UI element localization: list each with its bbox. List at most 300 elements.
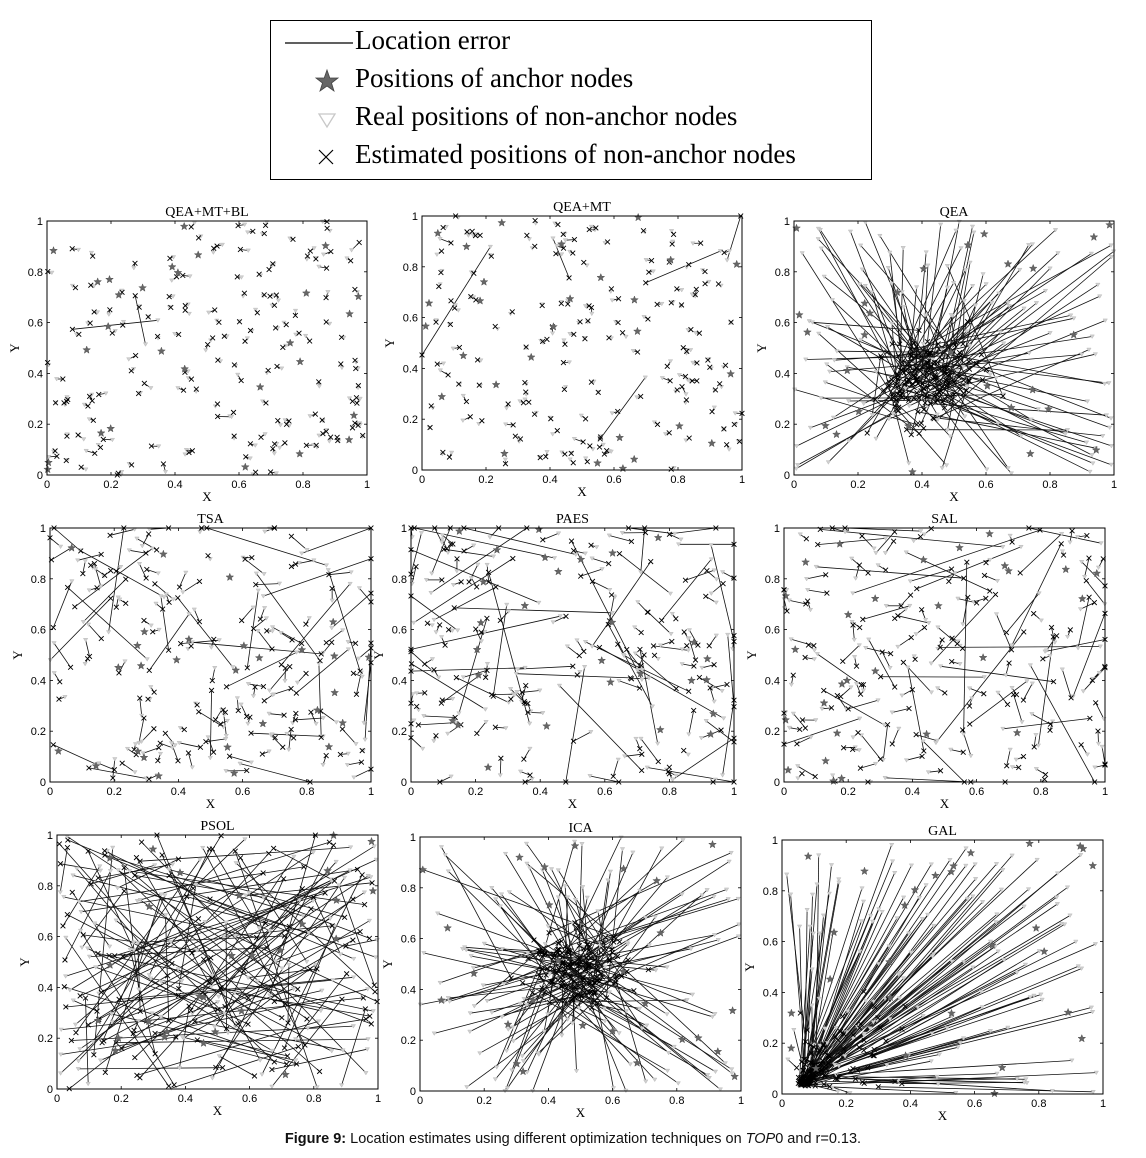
error-line [906, 552, 990, 591]
estimated-position-marker [652, 653, 657, 658]
estimated-position-marker [686, 262, 691, 267]
plot-psol [17, 819, 381, 1118]
real-position-marker [132, 266, 136, 270]
estimated-position-marker [479, 418, 484, 423]
real-position-marker [98, 865, 102, 869]
estimated-position-marker [144, 576, 149, 581]
estimated-position-marker [100, 1040, 105, 1045]
real-position-marker [550, 332, 554, 336]
real-position-marker [583, 640, 587, 644]
real-position-marker [904, 551, 908, 555]
error-line [258, 631, 272, 649]
real-position-marker [503, 458, 507, 462]
error-line [609, 536, 631, 542]
error-line [1030, 665, 1094, 782]
estimated-position-marker [183, 303, 188, 308]
x-tick-label: 0.6 [968, 786, 985, 798]
real-position-marker [498, 774, 502, 778]
real-position-marker [729, 851, 733, 855]
x-tick-label: 0.4 [532, 786, 548, 798]
x-tick-label: 0.6 [966, 1098, 983, 1110]
anchor-node-marker [256, 383, 264, 390]
estimated-position-marker [91, 418, 96, 423]
anchor-node-marker [1032, 924, 1040, 931]
real-position-marker [631, 851, 635, 855]
estimated-position-marker [581, 649, 586, 654]
anchor-node-marker [139, 284, 147, 291]
real-position-marker [821, 914, 825, 918]
real-position-marker [909, 864, 913, 868]
estimated-position-marker [186, 751, 191, 756]
estimated-position-marker [803, 726, 808, 731]
real-position-marker [545, 450, 549, 454]
estimated-position-marker [147, 668, 152, 673]
estimated-position-marker [587, 444, 592, 449]
real-position-marker [371, 1009, 375, 1013]
real-position-marker [825, 325, 829, 329]
anchor-node-marker [1013, 729, 1021, 736]
estimated-position-marker [360, 872, 365, 877]
real-position-marker [596, 910, 600, 914]
estimated-position-marker [86, 404, 91, 409]
estimated-position-marker [645, 610, 650, 615]
anchor-node-marker [861, 867, 869, 874]
real-position-marker [725, 259, 729, 263]
real-position-marker [372, 845, 376, 849]
star-icon [281, 67, 355, 95]
error-line [560, 686, 642, 771]
anchor-node-marker [50, 247, 58, 254]
line-icon [281, 29, 355, 57]
plot-title: GAL [928, 824, 957, 839]
estimated-position-marker [909, 432, 914, 437]
real-position-marker [471, 966, 475, 970]
estimated-position-marker [342, 915, 347, 920]
x-tick-label: 0.2 [850, 479, 866, 491]
real-position-marker [276, 299, 280, 303]
error-line [86, 998, 89, 1084]
anchor-node-marker [782, 716, 790, 723]
anchor-node-marker [597, 274, 605, 281]
estimated-position-marker [1005, 702, 1010, 707]
real-position-marker [270, 626, 274, 630]
estimated-position-marker [161, 462, 166, 467]
real-position-marker [272, 452, 276, 456]
real-position-marker [71, 999, 75, 1003]
real-position-marker [616, 758, 620, 762]
real-position-marker [468, 1030, 472, 1034]
estimated-position-marker [154, 547, 159, 552]
estimated-position-marker [555, 428, 560, 433]
real-position-marker [488, 536, 492, 540]
estimated-position-marker [152, 690, 157, 695]
error-line [81, 551, 164, 597]
error-line [411, 596, 458, 630]
plot-title: QEA+MT [553, 200, 611, 215]
x-tick-label: 0.2 [113, 1093, 129, 1105]
estimated-position-marker [215, 1007, 220, 1012]
estimated-position-marker [987, 589, 992, 594]
estimated-position-marker [1018, 571, 1023, 576]
estimated-position-marker [615, 409, 620, 414]
real-position-marker [628, 1063, 632, 1067]
x-tick-label: 0.6 [234, 786, 251, 798]
estimated-position-marker [108, 568, 113, 573]
error-line [923, 741, 964, 782]
error-line [1020, 534, 1061, 573]
real-position-marker [495, 1066, 499, 1070]
error-line [821, 249, 912, 386]
error-line [581, 569, 602, 576]
real-position-marker [163, 894, 167, 898]
error-line [110, 529, 135, 535]
estimated-position-marker [284, 1062, 289, 1067]
anchor-node-marker [830, 928, 838, 935]
anchor-node-marker [541, 554, 549, 561]
real-position-marker [683, 401, 687, 405]
error-line [440, 777, 451, 783]
anchor-node-marker [804, 852, 812, 859]
error-line [584, 987, 626, 1091]
error-line [646, 251, 721, 283]
anchor-node-marker [984, 382, 992, 389]
x-tick-label: 0.6 [606, 474, 622, 486]
anchor-node-marker [909, 468, 917, 475]
anchor-node-marker [226, 573, 234, 580]
real-position-marker [945, 286, 949, 290]
error-line [210, 690, 211, 758]
x-axis-label: X [205, 796, 216, 811]
real-position-marker [537, 601, 541, 605]
error-line [807, 575, 826, 579]
real-position-marker [209, 646, 213, 650]
estimated-position-marker [253, 470, 258, 475]
error-line [115, 877, 371, 956]
estimated-position-marker [289, 534, 294, 539]
estimated-position-marker [271, 846, 276, 851]
error-line [648, 612, 671, 634]
real-position-marker [283, 679, 287, 683]
real-position-marker [720, 689, 724, 693]
estimated-position-marker [697, 675, 702, 680]
real-position-marker [500, 1015, 504, 1019]
error-line [662, 559, 712, 620]
caption-topology-suffix: 0 and r=0.13. [775, 1131, 862, 1147]
real-position-marker [465, 1085, 469, 1089]
estimated-position-marker [213, 717, 218, 722]
plot-qea-mt [382, 200, 745, 499]
estimated-position-marker [251, 626, 256, 631]
real-position-marker [485, 999, 489, 1003]
anchor-node-marker [240, 642, 248, 649]
real-position-marker [294, 651, 298, 655]
real-position-marker [830, 774, 834, 778]
real-position-marker [267, 689, 271, 693]
real-position-marker [363, 738, 367, 742]
estimated-position-marker [295, 987, 300, 992]
estimated-position-marker [308, 249, 313, 254]
error-line [493, 605, 506, 697]
estimated-position-marker [138, 1075, 143, 1080]
real-position-marker [58, 891, 62, 895]
real-position-marker [861, 689, 865, 693]
real-position-marker [436, 676, 440, 680]
y-tick-label: 0.8 [27, 266, 43, 279]
estimated-position-marker [181, 388, 186, 393]
y-axis-label: Y [744, 650, 759, 660]
figure-caption [0, 1131, 1146, 1147]
real-position-marker [373, 956, 377, 960]
real-position-marker [85, 947, 89, 951]
x-tick-label: 0.2 [106, 786, 122, 798]
real-position-marker [439, 846, 443, 850]
real-position-marker [263, 530, 267, 534]
anchor-node-marker [543, 722, 551, 729]
real-position-marker [83, 662, 87, 666]
estimated-position-marker [425, 621, 430, 626]
y-tick-label: 0.2 [27, 419, 43, 432]
anchor-node-marker [1092, 446, 1100, 453]
anchor-node-marker [991, 1090, 999, 1097]
estimated-position-marker [176, 758, 181, 763]
estimated-position-marker [907, 706, 912, 711]
estimated-position-marker [597, 445, 602, 450]
estimated-position-marker [611, 774, 616, 779]
estimated-position-marker [331, 843, 336, 848]
real-position-marker [921, 342, 925, 346]
anchor-node-marker [331, 652, 339, 659]
real-position-marker [860, 268, 864, 272]
error-line [53, 745, 96, 765]
error-line [140, 698, 142, 716]
y-tick-label: 0.4 [27, 368, 43, 381]
real-position-marker [710, 1015, 714, 1019]
estimated-position-marker [167, 600, 172, 605]
estimated-position-marker [493, 324, 498, 329]
real-position-marker [582, 665, 586, 669]
anchor-node-marker [477, 619, 485, 626]
x-tick-label: 0 [790, 479, 798, 491]
real-position-marker [712, 700, 716, 704]
real-position-marker [449, 775, 453, 779]
estimated-position-marker [570, 251, 575, 256]
real-position-marker [430, 624, 434, 628]
y-tick-label: 0.6 [400, 933, 416, 946]
error-line [964, 562, 967, 734]
estimated-position-marker [468, 414, 473, 419]
estimated-position-marker [294, 691, 299, 696]
real-position-marker [663, 432, 667, 436]
real-position-marker [287, 963, 291, 967]
anchor-node-marker [546, 901, 554, 908]
estimated-position-marker [474, 585, 479, 590]
real-position-marker [201, 846, 205, 850]
real-position-marker [1010, 686, 1014, 690]
real-position-marker [925, 913, 929, 917]
estimated-position-marker [703, 594, 708, 599]
estimated-position-marker [227, 754, 232, 759]
error-line [207, 528, 327, 565]
estimated-position-marker [241, 968, 246, 973]
estimated-position-marker [858, 692, 863, 697]
estimated-position-marker [724, 442, 729, 447]
estimated-position-marker [449, 241, 454, 246]
real-position-marker [789, 683, 793, 687]
real-position-marker [446, 732, 450, 736]
legend-item-anchor-nodes [271, 61, 871, 99]
y-tick-label: 0.6 [762, 936, 778, 949]
real-position-marker [902, 305, 906, 309]
real-position-marker [1015, 971, 1019, 975]
error-line [853, 625, 854, 640]
y-tick-label: 0 [783, 470, 790, 482]
anchor-node-marker [224, 743, 232, 750]
anchor-node-marker [1027, 450, 1035, 457]
real-position-marker [968, 261, 972, 265]
error-line [139, 718, 144, 743]
real-position-marker [679, 538, 683, 542]
error-line [105, 855, 303, 916]
error-line [883, 725, 887, 760]
estimated-position-marker [667, 765, 672, 770]
legend-label: Location error [355, 25, 511, 55]
error-line [941, 666, 1054, 681]
real-position-marker [79, 910, 83, 914]
real-position-marker [653, 1078, 657, 1082]
real-position-marker [258, 1059, 262, 1063]
real-position-marker [816, 854, 820, 858]
legend-label: Positions of anchor nodes [355, 63, 634, 93]
real-position-marker [563, 884, 567, 888]
estimated-position-marker [208, 897, 213, 902]
estimated-position-marker [1021, 754, 1026, 759]
y-axis-label: Y [10, 650, 25, 660]
anchor-node-marker [137, 662, 145, 669]
estimated-position-marker [693, 658, 698, 663]
legend-item-location-error [271, 23, 871, 61]
real-position-marker [527, 238, 531, 242]
real-position-marker [660, 847, 664, 851]
real-position-marker [493, 1078, 497, 1082]
real-position-marker [634, 737, 638, 741]
x-axis-label: X [575, 1105, 586, 1120]
anchor-node-marker [986, 530, 994, 537]
error-line [843, 645, 860, 661]
real-position-marker [1028, 664, 1032, 668]
estimated-position-marker [983, 596, 988, 601]
real-position-marker [851, 736, 855, 740]
real-position-marker [896, 645, 900, 649]
estimated-position-marker [76, 433, 81, 438]
estimated-position-marker [264, 401, 269, 406]
estimated-position-marker [160, 853, 165, 858]
estimated-position-marker [142, 618, 147, 623]
anchor-node-marker [654, 534, 662, 541]
real-position-marker [58, 1072, 62, 1076]
real-position-marker [279, 367, 283, 371]
real-position-marker [861, 402, 865, 406]
estimated-position-marker [674, 686, 679, 691]
real-position-marker [123, 660, 127, 664]
anchor-node-marker [180, 222, 188, 229]
error-line [99, 763, 115, 769]
y-tick-label: 1 [46, 830, 53, 842]
real-position-marker [970, 225, 974, 229]
error-line [96, 967, 218, 1009]
estimated-position-marker [1021, 630, 1026, 635]
error-line [848, 700, 878, 709]
anchor-node-marker [155, 772, 163, 779]
real-position-marker [472, 1004, 476, 1008]
real-position-marker [926, 264, 930, 268]
real-position-marker [890, 860, 894, 864]
real-position-marker [900, 694, 904, 698]
estimated-position-marker [304, 671, 309, 676]
real-position-marker [995, 579, 999, 583]
anchor-node-marker [676, 422, 684, 429]
estimated-position-marker [196, 709, 201, 714]
x-axis-label: X [939, 796, 950, 811]
estimated-position-marker [1084, 578, 1089, 583]
real-position-marker [709, 592, 713, 596]
real-position-marker [338, 953, 342, 957]
anchor-node-marker [704, 655, 712, 662]
estimated-position-marker [571, 460, 576, 465]
anchor-node-marker [1001, 562, 1009, 569]
real-position-marker [195, 949, 199, 953]
real-position-marker [730, 1068, 734, 1072]
error-line [230, 756, 252, 762]
estimated-position-marker [474, 731, 479, 736]
x-tick-label: 0.4 [902, 1098, 919, 1110]
estimated-position-marker [328, 249, 333, 254]
error-line [500, 758, 501, 775]
real-position-marker [472, 544, 476, 548]
estimated-position-marker [123, 601, 128, 606]
estimated-position-marker [291, 237, 296, 242]
real-position-marker [988, 373, 992, 377]
real-position-marker [883, 551, 887, 555]
real-position-marker [420, 747, 424, 751]
estimated-position-marker [367, 936, 372, 941]
estimated-position-marker [437, 623, 442, 628]
estimated-position-marker [1004, 630, 1009, 635]
real-position-marker [169, 742, 173, 746]
estimated-position-marker [624, 647, 629, 652]
y-tick-label: 1 [409, 832, 416, 844]
y-tick-label: 0.8 [774, 266, 790, 279]
real-position-marker [831, 416, 835, 420]
real-position-marker [451, 583, 455, 587]
x-axis-label: X [567, 796, 578, 811]
real-position-marker [870, 920, 874, 924]
error-line [109, 956, 272, 1051]
real-position-marker [192, 608, 196, 612]
estimated-position-marker [270, 446, 275, 451]
x-tick-label: 0.8 [1031, 1098, 1047, 1110]
estimated-position-marker [684, 643, 689, 648]
x-tick-label: 0.4 [542, 474, 558, 486]
plot-title: QEA+MT+BL [165, 205, 249, 220]
estimated-position-marker [960, 728, 965, 733]
real-position-marker [246, 722, 250, 726]
real-position-marker [485, 563, 489, 567]
real-position-marker [653, 916, 657, 920]
x-tick-label: 0.4 [540, 1095, 557, 1107]
real-position-marker [198, 530, 202, 534]
estimated-position-marker [860, 534, 865, 539]
real-position-marker [278, 423, 282, 427]
